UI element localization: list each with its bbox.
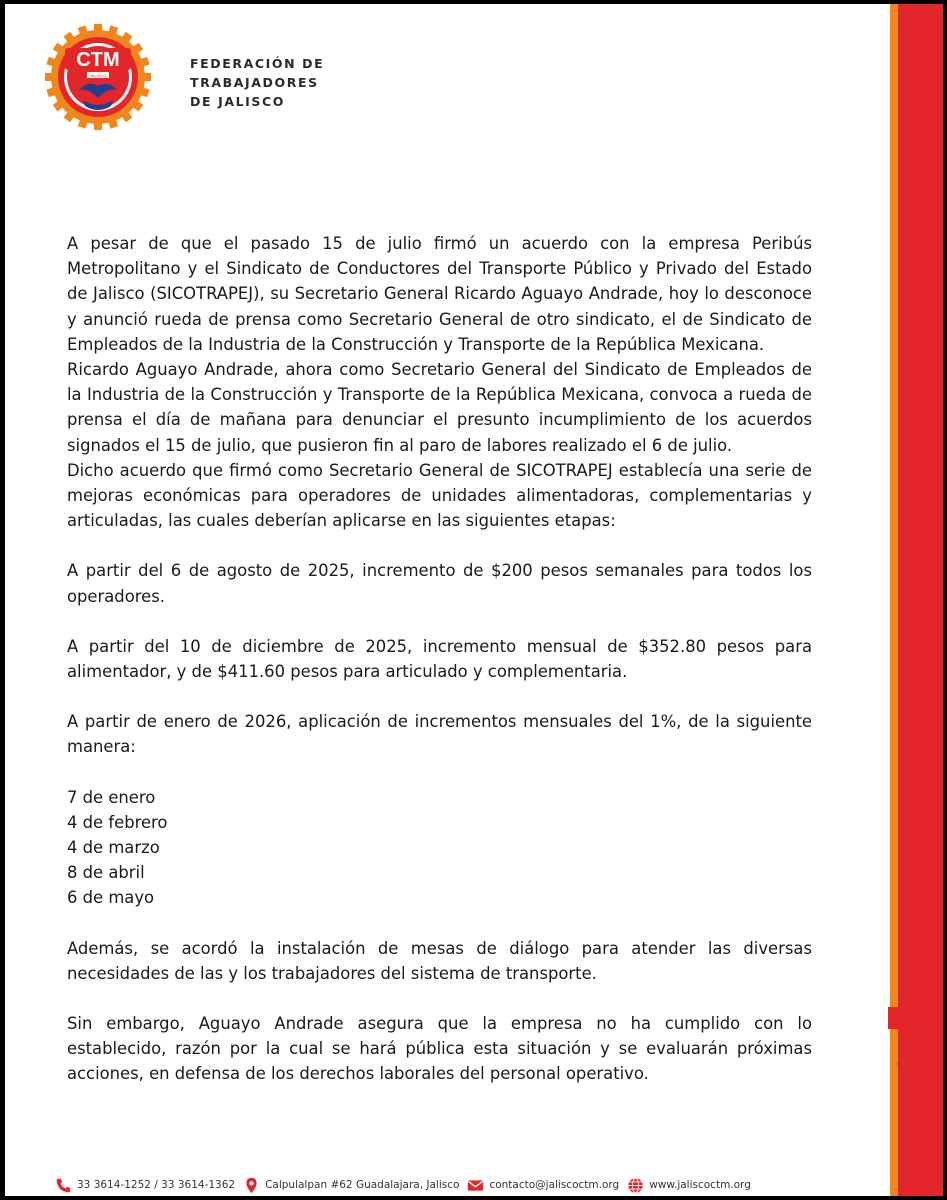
paragraph-1: A pesar de que el pasado 15 de julio firmó un acuerdo con la empresa Peribús Metropolitano y el Sindicato de Conductores del Transporte Público y Privado del Estado de Jalisco (SICOTRAPEJ), su Secretario General Ricardo Aguayo Andrade, hoy lo desconoce y anunció rueda de prensa como Secretario General de otro sindicato, el de Sindicato de Empleados de la Industria de la Construcción y Transporte de la República Mexicana. <box>67 234 812 354</box>
date-item: 7 de enero <box>67 787 156 807</box>
date-item: 8 de abril <box>67 863 145 883</box>
logo-ctm-text: CTM <box>76 49 120 71</box>
paragraph-4: A partir del 6 de agosto de 2025, incremento de $200 pesos semanales para todos los operadores. <box>67 561 812 606</box>
footer-website <box>627 1177 751 1194</box>
org-name-line-1: FEDERACIÓN DE <box>190 56 325 71</box>
contact-footer <box>55 1174 835 1196</box>
address-text: Calpulalpan #62 Guadalajara, Jalisco <box>265 1179 460 1191</box>
increment-dates-list <box>67 785 812 911</box>
paragraph-2: Ricardo Aguayo Andrade, ahora como Secretario General del Sindicato de Empleados de la Industria de la Construcción y Transporte de la República Mexicana, convoca a rueda de prensa el día de mañana para denunciar el presunto incumplimiento de los acuerdos signados el 15 de julio, que pusieron fin al paro de labores realizado el 6 de julio. <box>67 360 812 455</box>
location-pin-icon <box>243 1177 260 1194</box>
date-item: 4 de febrero <box>67 812 168 832</box>
envelope-icon <box>467 1177 484 1194</box>
paragraph-6: A partir de enero de 2026, aplicación de incrementos mensuales del 1%, de la siguiente manera: <box>67 712 812 757</box>
phone-numbers: 33 3614-1252 / 33 3614-1362 <box>77 1179 236 1191</box>
date-item: 4 de marzo <box>67 838 160 858</box>
website-text: www.jaliscoctm.org <box>649 1179 751 1191</box>
press-release-body <box>67 231 812 1087</box>
paragraph-3: Dicho acuerdo que firmó como Secretario General de SICOTRAPEJ establecía una serie de mejoras económicas para operadores de unidades alimentadoras, complementarias y articuladas, las cuales deberían aplicarse en las siguientes etapas: <box>67 460 812 531</box>
org-name-line-3: DE JALISCO <box>190 94 286 109</box>
footer-email <box>467 1177 619 1194</box>
date-item: 6 de mayo <box>67 888 155 908</box>
footer-phone <box>55 1177 235 1194</box>
organization-name <box>190 54 324 111</box>
paragraph-5: A partir del 10 de diciembre de 2025, incremento mensual de $352.80 pesos para alimentador, y de $411.60 pesos para articulado y complementaria. <box>67 636 812 682</box>
ctm-logo <box>43 22 153 132</box>
email-text: contacto@jaliscoctm.org <box>489 1179 620 1191</box>
paragraph-8: Sin embargo, Aguayo Andrade asegura que la empresa no ha cumplido con lo establecido, razón por la cual se hará pública esta situación y se evaluarán próximas acciones, en defensa de los derechos laborales del personal operativo. <box>67 1014 812 1084</box>
phone-icon <box>55 1177 72 1194</box>
org-name-line-2: TRABAJADORES <box>190 75 319 90</box>
gear-decoration-icon <box>843 899 943 1139</box>
footer-address <box>243 1177 459 1194</box>
paragraph-7: Además, se acordó la instalación de mesas de diálogo para atender las diversas necesidades de las y los trabajadores del sistema de transporte. <box>67 938 812 983</box>
logo-jalisco-text: JALISCO <box>89 73 107 78</box>
globe-icon <box>627 1177 644 1194</box>
document-page <box>5 4 943 1196</box>
